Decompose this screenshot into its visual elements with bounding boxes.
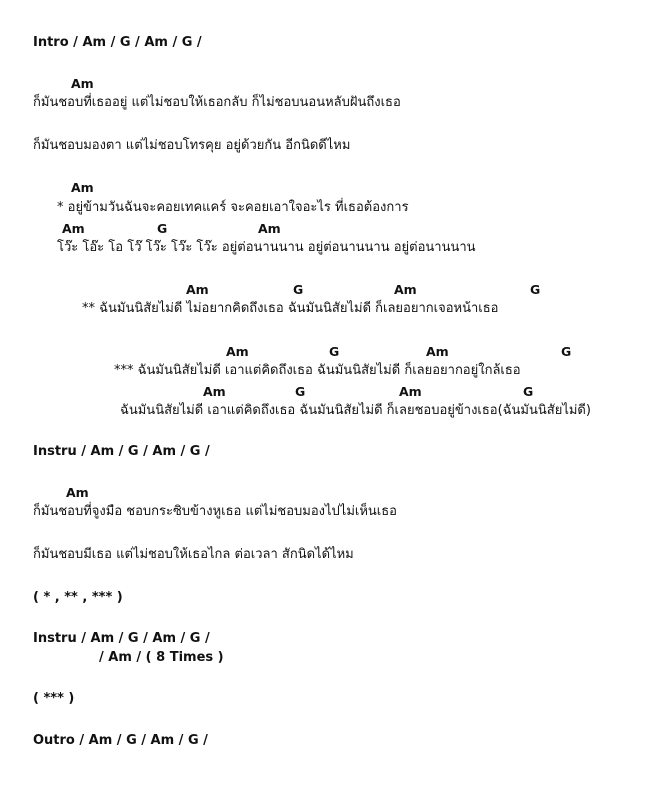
- lyric-line: *** ฉันมันนิสัยไม่ดี เอาแต่คิดถึงเธอ ฉันมันนิสัยไม่ดี ก็เลยอยากอยู่ใกล้เธอ: [114, 363, 521, 378]
- chord-g: G: [293, 282, 304, 297]
- chord-am: Am: [71, 76, 94, 91]
- repeat-marker: ( * , ** , *** ): [33, 590, 123, 605]
- chord-am: Am: [71, 180, 94, 195]
- instru-line: Instru / Am / G / Am / G /: [33, 631, 210, 646]
- lyric-line: ก็มันชอบมองตา แต่ไม่ชอบโทรคุย อยู่ด้วยกัน อีกนิดดีไหม: [33, 138, 351, 153]
- repeat-marker: ( *** ): [33, 691, 75, 706]
- chord-g: G: [157, 221, 168, 236]
- chord-am: Am: [399, 384, 422, 399]
- lyric-line: ฉันมันนิสัยไม่ดี เอาแต่คิดถึงเธอ ฉันมันนิสัยไม่ดี ก็เลยชอบอยู่ข้างเธอ(ฉันมันนิสัยไม่ดี): [120, 403, 591, 418]
- lyric-line: ก็มันชอบที่จูงมือ ชอบกระซิบข้างหูเธอ แต่ไม่ชอบมองไปไม่เห็นเธอ: [33, 504, 397, 519]
- chord-am: Am: [186, 282, 209, 297]
- chord-am: Am: [258, 221, 281, 236]
- chord-am: Am: [62, 221, 85, 236]
- outro-line: Outro / Am / G / Am / G /: [33, 733, 208, 748]
- lyric-line: ** ฉันมันนิสัยไม่ดี ไม่อยากคิดถึงเธอ ฉันมันนิสัยไม่ดี ก็เลยอยากเจอหน้าเธอ: [82, 301, 499, 316]
- instru-line: Instru / Am / G / Am / G /: [33, 444, 210, 459]
- instru-line-continued: / Am / ( 8 Times ): [99, 650, 224, 665]
- intro-line: Intro / Am / G / Am / G /: [33, 35, 202, 50]
- lyric-line: * อยู่ข้ามวันฉันจะคอยเทคแคร์ จะคอยเอาใจอะไร ที่เธอต้องการ: [57, 200, 409, 215]
- chord-g: G: [523, 384, 534, 399]
- lyric-line: โว๊ะ โอ๊ะ โอ โว๊ โว๊ะ โว๊ะ โว๊ะ อยู่ต่อนานนาน อยู่ต่อนานนาน อยู่ต่อนานนาน: [57, 240, 476, 255]
- chord-am: Am: [66, 485, 89, 500]
- chord-am: Am: [426, 344, 449, 359]
- chord-g: G: [530, 282, 541, 297]
- lyric-line: ก็มันชอบมีเธอ แต่ไม่ชอบให้เธอไกล ต่อเวลา สักนิดได้ไหม: [33, 547, 354, 562]
- chord-g: G: [295, 384, 306, 399]
- chord-am: Am: [226, 344, 249, 359]
- chord-g: G: [561, 344, 572, 359]
- chord-am: Am: [203, 384, 226, 399]
- chord-am: Am: [394, 282, 417, 297]
- lyric-line: ก็มันชอบที่เธออยู่ แต่ไม่ชอบให้เธอกลับ ก็ไม่ชอบนอนหลับฝันถึงเธอ: [33, 95, 401, 110]
- chord-g: G: [329, 344, 340, 359]
